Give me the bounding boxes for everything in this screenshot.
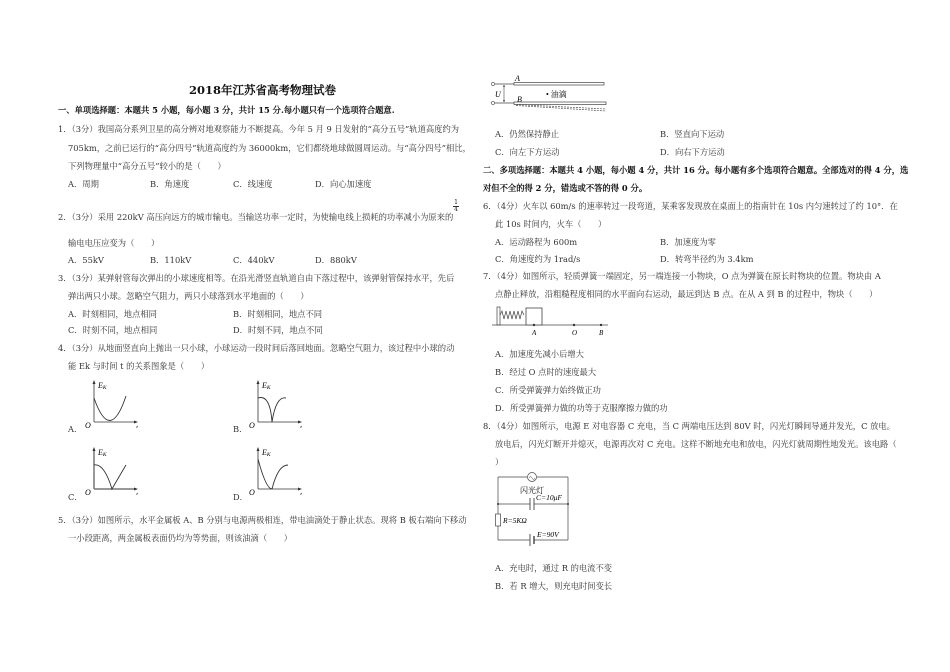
q4-graph-d: [246, 445, 306, 495]
fraction-denominator: 4: [454, 206, 458, 213]
q8-line2: 放电后，闪光灯断开并熄灭，电源再次对 C 充电。这样不断地充电和放电，闪光灯就周期性地发光。该电路（: [495, 439, 897, 449]
q1-line2: 705km，之前已运行的“高分四号”轨道高度约为 36000km，它们都绕地球做圆周运动。与“高分四号”相比，: [68, 143, 471, 153]
q7-spring-figure: [492, 303, 612, 339]
oil-droplet-label: • 油滴: [546, 90, 567, 99]
q3-line1: 3．（3分）某弹射管每次弹出的小球速度相等。在沿光滑竖直轨道自由下落过程中，该弹射管保持水平，先后: [58, 273, 455, 283]
q8-line1: 8．（4分）如图所示，电源 E 对电容器 C 充电，当 C 两端电压达到 80V 时，闪光灯瞬间导通并发光，C 放电。: [483, 421, 895, 431]
q5-line2: 一小段距离，两金属板表面仍均为等势面，则该油滴（ ）: [68, 533, 293, 543]
q1-line1: 1．（3分）我国高分系列卫星的高分辨对地观察能力不断提高。今年 5 月 9 日发射的“高分五号”轨道高度约为: [58, 124, 460, 134]
point-a-label: A: [532, 329, 537, 337]
y-axis-label: EK: [98, 381, 107, 391]
section-1-heading: 一、单项选择题：本题共 5 小题，每小题 3 分，共计 15 分.每小题只有一个选项符合题意.: [58, 105, 395, 115]
q6-option-b: B．加速度为零: [660, 237, 716, 247]
q6-line1: 6．（4分）火车以 60m/s 的速率转过一段弯道，某乘客发现放在桌面上的指南针在 10s 内匀速转过了约 10°．在: [483, 201, 898, 211]
q4-graph-a: [82, 378, 142, 428]
q5-option-c: C．向左下方运动: [495, 147, 560, 157]
q7-option-d: D．所受弹簧弹力做的功等于克服摩擦力做的功: [495, 403, 668, 413]
q4-option-b: B．: [233, 424, 248, 434]
q4-option-c: C．: [68, 492, 83, 502]
flash-lamp-label: 闪光灯: [520, 486, 544, 495]
capacitor-label: C=10μF: [536, 493, 562, 502]
point-b-label: B: [599, 329, 604, 337]
q4-line2: 能 Ek 与时间 t 的关系图象是（ ）: [68, 361, 210, 371]
page-title: 2018年江苏省高考物理试卷: [189, 83, 337, 97]
svg-text:t: t: [136, 424, 138, 428]
q7-line1: 7．（4分）如图所示，轻质弹簧一端固定，另一端连接一小物块，O 点为弹簧在原长时物块的位置。物块由 A: [483, 271, 881, 281]
q6-line2: 此 10s 时间内，火车（ ）: [495, 219, 607, 229]
svg-text:O: O: [249, 421, 255, 428]
q1-option-a: A．周期: [68, 179, 99, 189]
q3-option-c: C．时刻不同，地点相同: [68, 325, 158, 335]
q2-option-d: D．880kV: [315, 255, 357, 265]
q3-option-a: A．时刻相同，地点相同: [68, 309, 157, 319]
q7-option-c: C．所受弹簧弹力始终做正功: [495, 385, 601, 395]
section-2-heading-line1: 二、多项选择题：本题共 4 小题，每小题 4 分，共计 16 分。每小题有多个选项符合题意。全部选对的得 4 分，选: [483, 165, 909, 175]
point-o-label: O: [572, 329, 578, 337]
q1-option-c: C．线速度: [233, 179, 273, 189]
q4-graph-b: [246, 378, 306, 428]
q3-option-b: B．时刻相同，地点不同: [233, 309, 323, 319]
q3-option-d: D．时刻不同，地点不同: [233, 325, 323, 335]
q1-option-b: B．角速度: [150, 179, 190, 189]
plate-b-label: B: [517, 95, 522, 104]
q2-fraction: [453, 200, 459, 213]
q6-option-a: A．运动路程为 600m: [495, 237, 578, 247]
svg-text:O: O: [249, 488, 255, 495]
resistor-label: R=5KΩ: [503, 516, 527, 525]
svg-text:O: O: [85, 421, 91, 428]
q7-option-b: B．经过 O 点时的速度最大: [495, 367, 597, 377]
q8-option-a: A．充电时，通过 R 的电流不变: [495, 563, 613, 573]
q5-option-b: B．竖直向下运动: [660, 129, 725, 139]
svg-text:t: t: [136, 491, 138, 495]
q8-option-b: B．若 R 增大，则充电时间变长: [495, 581, 613, 591]
q1-line3: 下列物理量中“高分五号”较小的是（ ）: [68, 161, 226, 171]
q4-option-d: D．: [233, 492, 248, 502]
source-label: E=90V: [537, 530, 559, 539]
q2-option-c: C．440kV: [233, 255, 275, 265]
q2-option-b: B．110kV: [150, 255, 192, 265]
q6-option-d: D．转弯半径约为 3.4km: [660, 254, 754, 264]
q3-line2: 弹出两只小球。忽略空气阻力，两只小球落到水平地面的（ ）: [68, 291, 309, 301]
q7-line2: 点静止释放，沿粗糙程度相同的水平面向右运动，最远到达 B 点。在从 A 到 B 的过程中，物块（ ）: [495, 289, 878, 299]
q4-graph-c: [82, 445, 142, 495]
q2-line1: 2．（3分）采用 220kV 高压向远方的城市输电。当输送功率一定时，为使输电线上损耗的功率减小为原来的: [58, 212, 454, 222]
svg-text:O: O: [85, 488, 91, 495]
q4-line1: 4．（3分）从地面竖直向上抛出一只小球，小球运动一段时间后落回地面。忽略空气阻力，该过程中小球的动: [58, 343, 455, 353]
fraction-numerator: 1: [454, 199, 458, 206]
q8-line3: ）: [495, 457, 504, 467]
svg-text:EK: EK: [262, 381, 271, 391]
svg-text:EK: EK: [262, 448, 271, 458]
q5-capacitor-figure: [490, 72, 620, 122]
q8-circuit-figure: [492, 470, 572, 546]
q5-option-d: D．向右下方运动: [660, 147, 725, 157]
plate-a-label: A: [515, 74, 520, 83]
q6-option-c: C．角速度约为 1rad/s: [495, 254, 581, 264]
q2-line2: 输电电压应变为（ ）: [68, 238, 160, 248]
q5-line1: 5．（3分）如图所示，水平金属板 A、B 分别与电源两极相连，带电油滴处于静止状态。现将 B 板右端向下移动: [58, 515, 467, 525]
q5-option-a: A．仍然保持静止: [495, 129, 560, 139]
svg-text:EK: EK: [98, 448, 107, 458]
voltage-label: U: [495, 90, 501, 99]
q4-option-a: A．: [68, 424, 83, 434]
q2-option-a: A．55kV: [68, 255, 104, 265]
svg-text:t: t: [300, 491, 302, 495]
q1-option-d: D．向心加速度: [315, 179, 372, 189]
svg-text:t: t: [300, 424, 302, 428]
section-2-heading-line2: 对但不全的得 2 分，错选或不答的得 0 分。: [483, 183, 648, 193]
q7-option-a: A．加速度先减小后增大: [495, 349, 584, 359]
